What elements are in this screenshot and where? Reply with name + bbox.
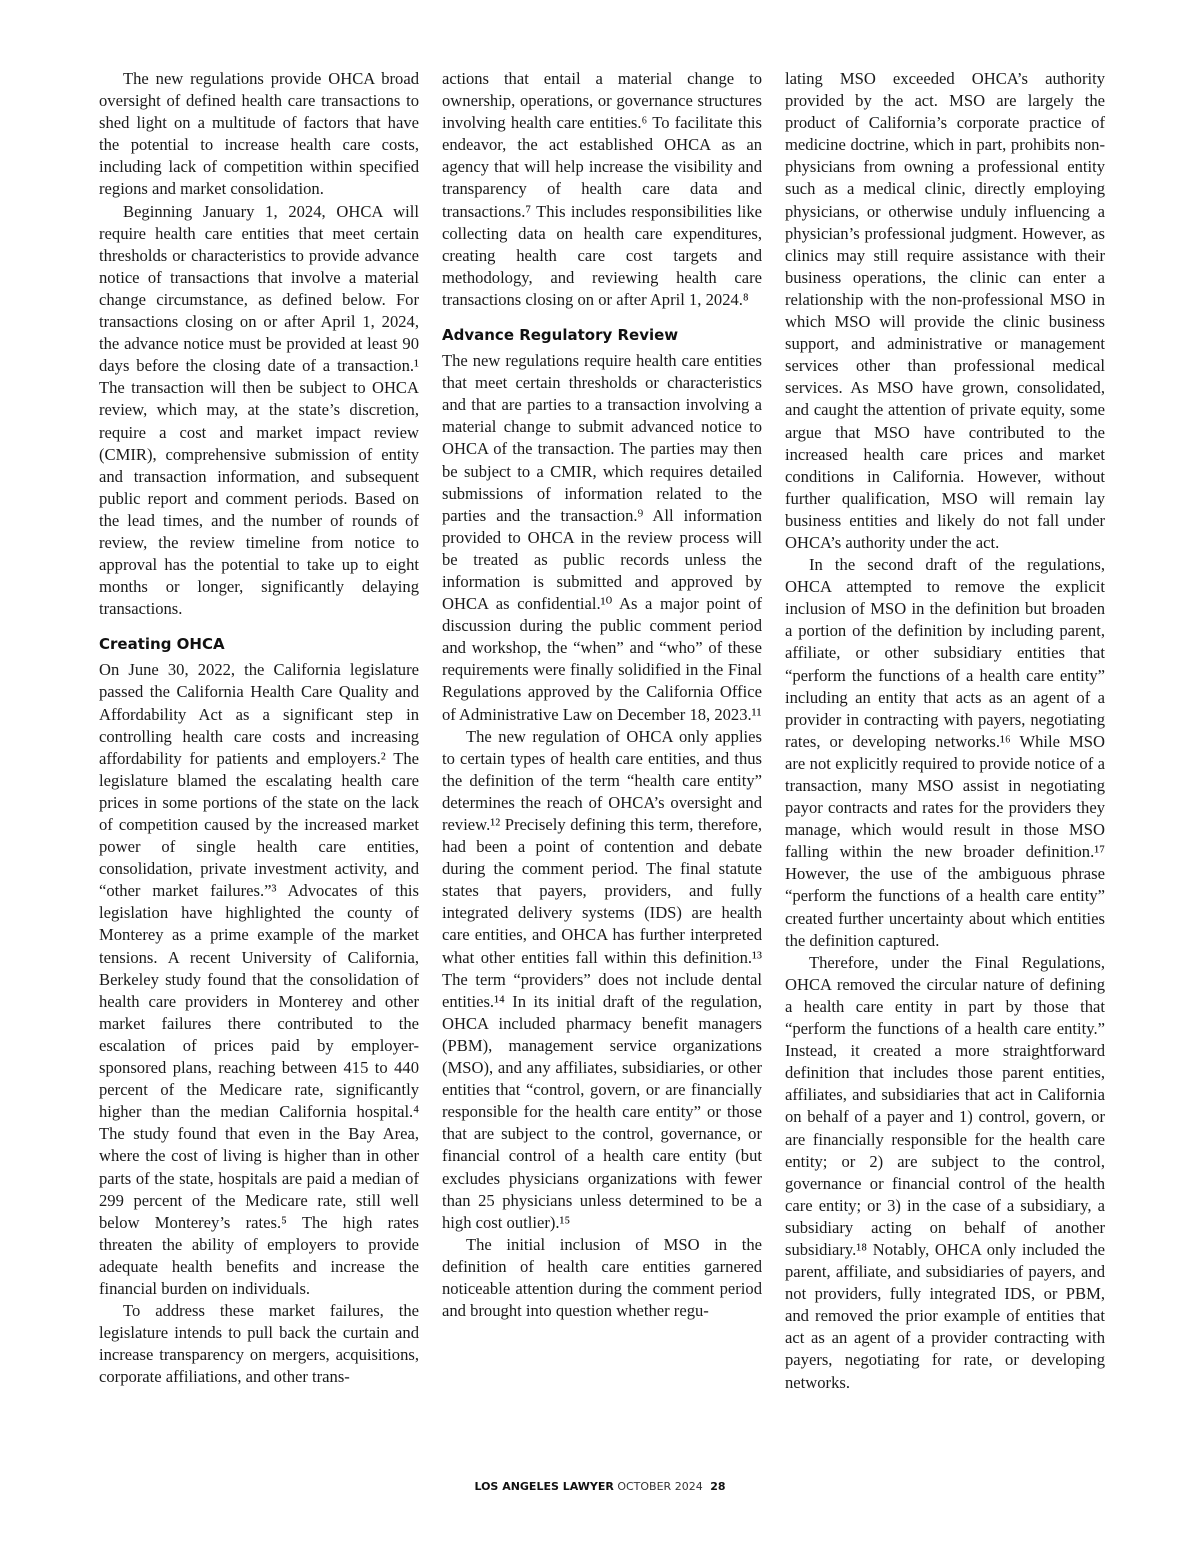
- issue-date: OCTOBER 2024: [617, 1480, 703, 1493]
- paragraph: In the second draft of the regulations, OHCA attempted to remove the explicit inclusion of MSO in the definition but broaden a portion of the definition by including parent, affiliate, or other subsidiary entities that “perform the functions of a health care entity” including an entity that acts as an agent of a provider in contracting with payers, negotiating rates, or developing networks.¹⁶ While MSO are not explicitly required to provide notice of a transaction, many MSO assist in negotiating payor contracts and rates for the providers they manage, which would result in those MSO falling within the new broader definition.¹⁷ However, the use of the ambiguous phrase “perform the functions of a health care entity” created further uncertainty about which entities the definition captured.: [785, 555, 1105, 950]
- paragraph: actions that entail a material change to ownership, operations, or governance structures involving health care entities.⁶ To facilitate this endeavor, the act established OHCA as an agency that will help increase the visibility and transparency of health care data and transactions.⁷ This includes responsibilities like collecting data on health care expenditures, creating health care cost targets and methodology, and reviewing health care transactions closing on or after April 1, 2024.⁸: [442, 69, 762, 309]
- text-column-3: [785, 68, 1105, 1394]
- section-heading: Advance Regulatory Review: [442, 326, 679, 345]
- paragraph: The new regulation of OHCA only applies to certain types of health care entities, and thus the definition of the term “health care entity” determines the reach of OHCA’s oversight and review.¹² Precisely defining this term, therefore, had been a point of contention and debate during the comment period. The final statute states that payers, providers, and fully integrated delivery systems (IDS) are health care entities, and OHCA has further interpreted what other entities fall within this definition.¹³ The term “providers” does not include dental entities.¹⁴ In its initial draft of the regulation, OHCA included pharmacy benefit managers (PBM), management service organizations (MSO), and any affiliates, subsidiaries, or other entities that “control, govern, or are financially responsible for the health care entity” or those that are subject to the control, governance, or financial control of a health care entity (but excludes physicians organizations with fewer than 25 physicians unless determined to be a high cost outlier).¹⁵: [442, 726, 762, 1232]
- paragraph: The new regulations provide OHCA broad oversight of defined health care transactions to shed light on a multitude of factors that have the potential to increase health care costs, including lack of competition within specified regions and market consolidation.: [99, 69, 419, 199]
- paragraph: The new regulations require health care entities that meet certain thresholds or characteristics and that are parties to a transaction involving a material change to submit advanced notice to OHCA of the transaction. The parties may then be subject to a CMIR, which requires detailed submissions of information related to the parties and the transaction.⁹ All information provided to OHCA in the review process will be treated as public records unless the information is submitted and approved by OHCA as confidential.¹⁰ As a major point of discussion during the public comment period and workshop, the “when” and “who” of these requirements were finally solidified in the Final Regulations approved by the California Office of Administrative Law on December 18, 2023.¹¹: [442, 351, 762, 724]
- section-heading: Creating OHCA: [99, 635, 225, 654]
- text-column-1: [99, 68, 419, 1388]
- paragraph: lating MSO exceeded OHCA’s authority provided by the act. MSO are largely the product of California’s corporate practice of medicine doctrine, which in part, prohibits non-physicians from owning a professional entity such as a medical clinic, directly employing physicians, or otherwise unduly influencing a physician’s professional judgment. However, as clinics may still require assistance with their business operations, the clinic can enter a relationship with the non-professional MSO in which MSO will provide the clinic business support, and administrative or management services other than professional medical services. As MSO have grown, consolidated, and caught the attention of private equity, some argue that MSO have contributed to the increased health care prices and market conditions in California. However, without further qualification, MSO will remain lay business entities and likely do not fall under OHCA’s authority under the act.: [785, 69, 1105, 552]
- paragraph: The initial inclusion of MSO in the definition of health care entities garnered noticeable attention during the comment period and brought into question whether regu-: [442, 1234, 762, 1321]
- paragraph: To address these market failures, the legislature intends to pull back the curtain and increase transparency on mergers, acquisitions, corporate affiliations, and other trans-: [99, 1301, 419, 1387]
- paragraph: Therefore, under the Final Regulations, OHCA removed the circular nature of defining a health care entity in part by those that “perform the functions of a health care entity.” Instead, it created a more straightforward definition that includes those parent entities, affiliates, and subsidiaries that act in California on behalf of a payer and 1) control, govern, or are financially responsible for the health care entity; or 2) are subject to the control, governance or financial control of the health care entity; or 3) in the case of a subsidiary, a subsidiary acting on behalf of another subsidiary.¹⁸ Notably, OHCA only included the parent, affiliate, and subsidiaries of payers, and not providers, fully integrated IDS, or PBM, and removed the prior example of entities that act as an agent of a provider contracting with payers, negotiating for rate, or developing networks.: [785, 952, 1105, 1392]
- page-footer: [0, 1480, 1200, 1493]
- page-number: 28: [710, 1480, 726, 1493]
- publication-name: LOS ANGELES LAWYER: [474, 1480, 614, 1493]
- text-column-2: [442, 68, 762, 1322]
- paragraph: On June 30, 2022, the California legislature passed the California Health Care Quality and Affordability Act as a significant step in controlling health care costs and increasing affordability for patients and employers.² The legislature blamed the escalating health care prices in some portions of the state on the lack of competition caused by the increased market power of single health care entities, consolidation, private investment activity, and “other market failures.”³ Advocates of this legislation have highlighted the county of Monterey as a prime example of the market tensions. A recent University of California, Berkeley study found that the consolidation of health care providers in Monterey and other market failures there contributed to the escalation of prices paid by employer-sponsored plans, reaching between 415 to 440 percent of the Medicare rate, significantly higher than the median California hospital.⁴ The study found that even in the Bay Area, where the cost of living is higher than in other parts of the state, hospitals are paid a median of 299 percent of the Medicare rate, still well below Monterey’s rates.⁵ The high rates threaten the ability of employers to provide adequate health benefits and increase the financial burden on individuals.: [99, 660, 419, 1298]
- paragraph: Beginning January 1, 2024, OHCA will require health care entities that meet certain thresholds or characteristics to provide advance notice of transactions that involve a material change circumstance, as defined below. For transactions closing on or after April 1, 2024, the advance notice must be provided at least 90 days before the closing date of a transaction.¹ The transaction will then be subject to OHCA review, which may, at the state’s discretion, require a cost and market impact review (CMIR), comprehensive submission of entity and transaction information, and subsequent public report and comment periods. Based on the lead times, and the number of rounds of review, the review timeline from notice to approval has the potential to take up to eight months or longer, significantly delaying transactions.: [99, 201, 419, 619]
